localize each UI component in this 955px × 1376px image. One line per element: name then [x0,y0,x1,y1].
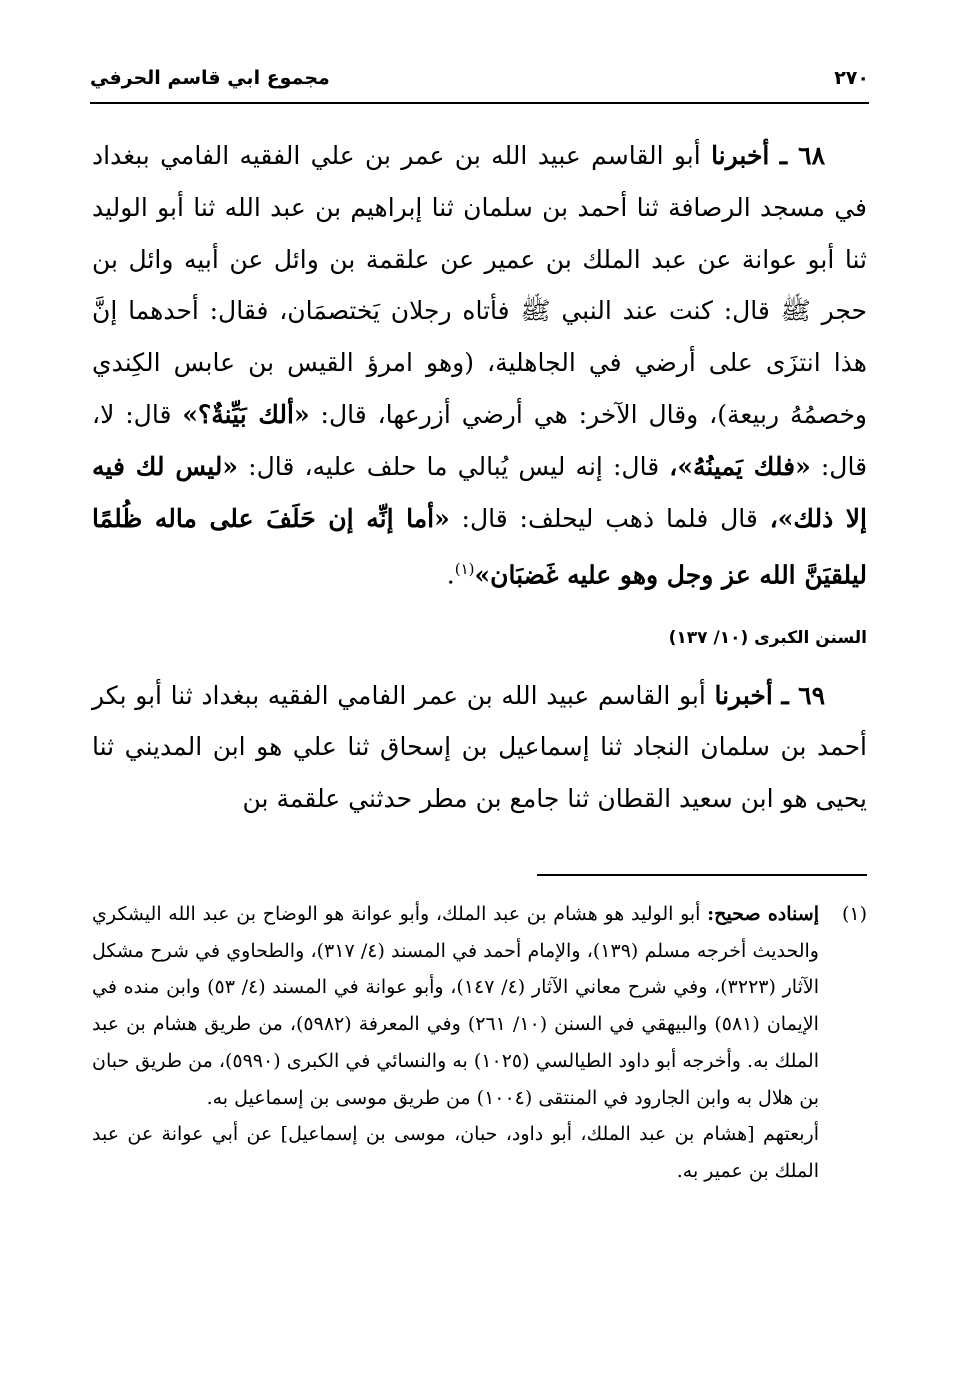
book-title: مجموع ابي قاسم الحرفي [90,67,330,89]
footnote-body [92,896,819,1190]
hadith-text: قال: لا، قال: [92,399,868,481]
hadith-text: أبو القاسم عبيد الله بن عمر بن علي الفقيه الفامي ببغداد في مسجد الرصافة ثنا أحمد بن سلمان ثنا إبراهيم بن عبد الله ثنا أبو الوليد ثنا أبو عوانة عن عبد الملك بن عمير عن علقمة بن وائل عن أبيه وائل بن حجر ﷺ قال: كنت عند النبي ﷺ فأتاه رجلان يَختصمَان، فقال: أحدهما إنَّ هذا انتزَى على أرضي في الجاهلية، (وهو امرؤ القيس بن عابس الكِندي وخصمُهُ ربيعة)، وقال الآخر: هي أرضي أزرعها، قال: [92,141,868,429]
hadith-69 [92,670,867,825]
page-number: ٢٧٠ [834,67,869,89]
hadith-lead: أخبرنا [714,680,773,710]
footnotes [92,896,867,1190]
hadith-number: ٦٨ ـ [779,141,826,170]
main-text [92,130,867,825]
hadith-text: أبو القاسم عبيد الله بن عمر الفامي الفقيه ببغداد ثنا أبو بكر أحمد بن سلمان النجاد ثنا إسماعيل بن إسحاق ثنا علي هو ابن المديني ثنا يحيى هو ابن سعيد القطان ثنا جامع بن مطر حدثني علقمة بن [92,680,867,814]
footnote-1 [92,896,867,1190]
hadith-number: ٦٩ ـ [781,680,825,710]
footnote-marker: (١) [454,560,475,579]
footnote-divider [537,874,867,876]
prophet-quote: «فلك يَمينُهُ»، [669,451,811,481]
page-header [90,58,869,98]
hadith-end: . [446,560,455,590]
prophet-quote: «أما إنِّه إن حَلَفَ على ماله ظُلمًا ليلقيَنَّ الله عز وجل وهو عليه غَضبَان» [92,503,867,590]
hadith-lead: أخبرنا [711,141,770,170]
footnote-lead: إسناده صحيح: [707,903,819,925]
hadith-68 [92,130,867,602]
footnote-text-2: أربعتهم [هشام بن عبد الملك، أبو داود، حبان، موسى بن إسماعيل] عن أبي عوانة عن عبد الملك بن عمير به. [92,1123,819,1182]
source-reference: السنن الكبرى (١٠/ ١٣٧) [668,627,867,648]
prophet-quote: «ألك بَيِّنةٌ؟» [182,399,310,429]
footnote-text: أبو الوليد هو هشام بن عبد الملك، وأبو عوانة هو الوضاح بن عبد الله اليشكري والحديث أخرجه مسلم (١٣٩)، والإمام أحمد في المسند (٤/ ٣١٧)، والطحاوي في شرح مشكل الآثار (٣٢٢٣)، وفي شرح معاني الآثار (٤/ ١٤٧)، وأبو عوانة في المسند (٤/ ٥٣) وابن منده في الإيمان (٥٨١) والبيهقي في السنن (١٠/ ٢٦١) وفي المعرفة (٥٩٨٢)، من طريق هشام بن عبد الملك به. وأخرجه أبو داود الطيالسي (١٠٢٥) به والنسائي في الكبرى (٥٩٩٠)، من طريق حبان بن هلال به وابن الجارود في المنتقى (١٠٠٤) من طريق موسى بن إسماعيل به. [92,903,819,1109]
hadith-text: قال: إنه ليس يُبالي ما حلف عليه، قال: [248,451,660,481]
footnote-number: (١) [841,903,867,925]
hadith-text: قال فلما ذهب ليحلف: قال: [461,503,758,533]
prophet-quote: «ليس لك فيه إلا ذلك»، [92,451,868,533]
header-divider [90,102,869,104]
